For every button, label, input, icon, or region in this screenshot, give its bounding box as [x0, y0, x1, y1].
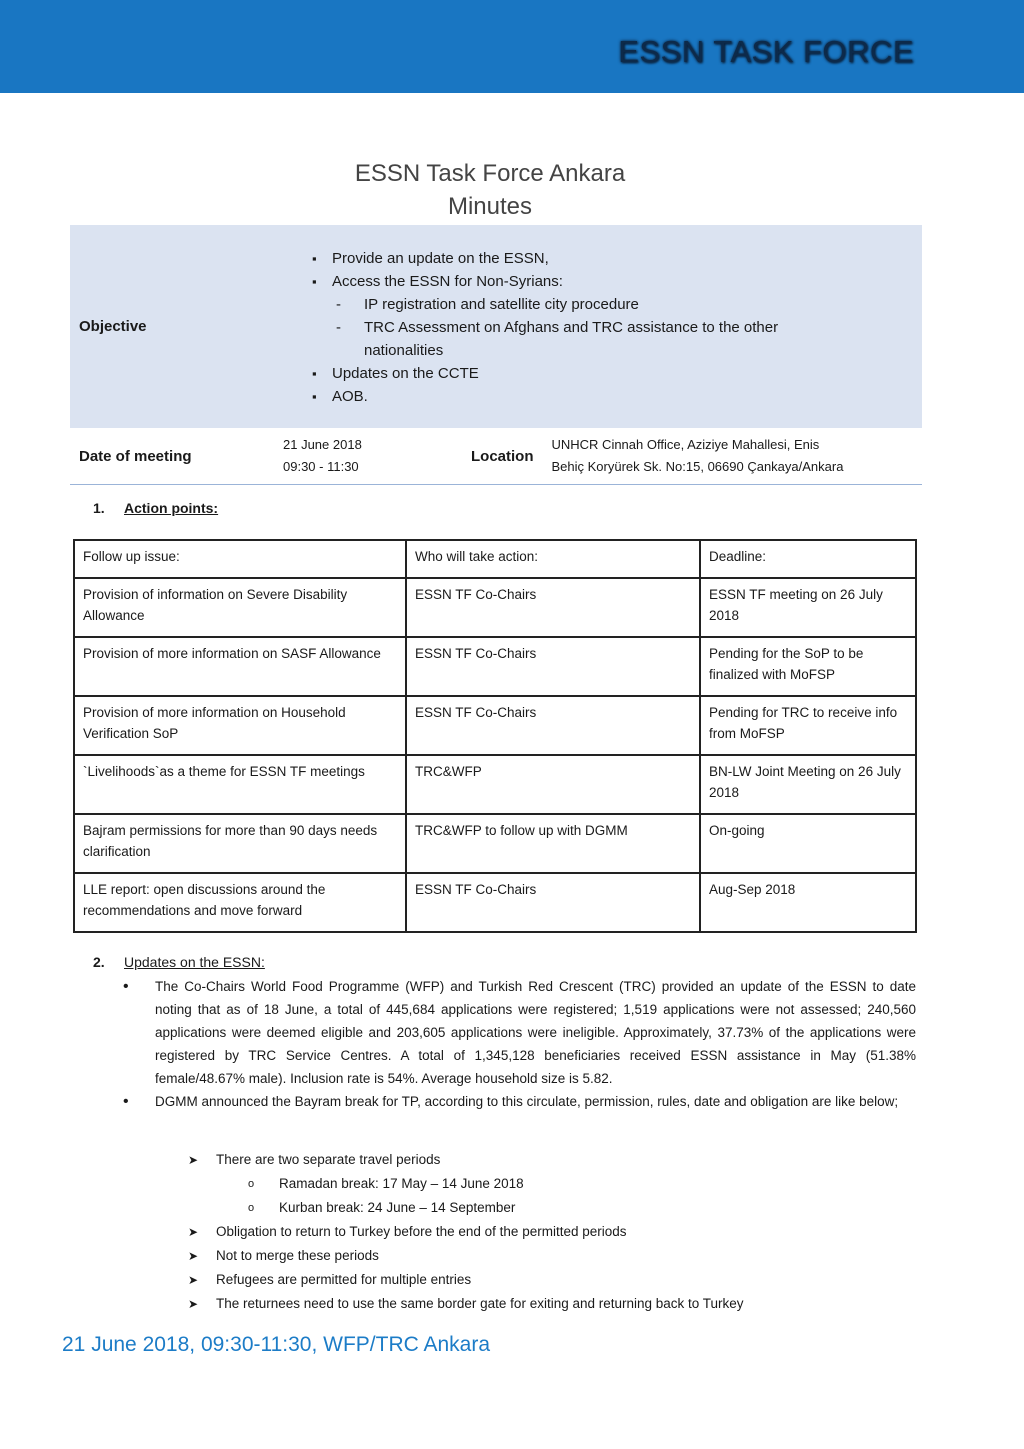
objective-item: ▪ AOB. — [314, 385, 912, 408]
table-cell: `Livelihoods`as a theme for ESSN TF meetings — [74, 755, 406, 814]
table-row — [74, 755, 916, 814]
header-banner — [0, 0, 1024, 93]
section-title: Updates on the ESSN: — [124, 954, 265, 970]
table-cell: Aug-Sep 2018 — [700, 873, 916, 932]
table-cell: Provision of more information on Household Verification SoP — [74, 696, 406, 755]
table-cell: TRC&WFP — [406, 755, 700, 814]
table-cell: LLE report: open discussions around the recommendations and move forward — [74, 873, 406, 932]
table-cell: Bajram permissions for more than 90 days needs clarification — [74, 814, 406, 873]
objective-subitem: - IP registration and satellite city procedure — [314, 293, 912, 316]
meeting-location — [543, 428, 923, 485]
page-footer: 21 June 2018, 09:30-11:30, WFP/TRC Ankara — [62, 1333, 491, 1356]
table-cell: Pending for the SoP to be finalized with MoFSP — [700, 637, 916, 696]
column-header: Who will take action: — [406, 540, 700, 578]
rule-item: ➤ There are two separate travel periods — [188, 1148, 744, 1172]
date-location-row — [70, 428, 922, 485]
column-header: Deadline: — [700, 540, 916, 578]
document-subtitle: Minutes — [447, 193, 533, 220]
table-cell: ESSN TF Co-Chairs — [406, 637, 700, 696]
table-row — [74, 578, 916, 637]
objective-row — [70, 225, 922, 428]
section-title: Action points: — [124, 500, 219, 516]
table-cell: ESSN TF Co-Chairs — [406, 578, 700, 637]
updates-list — [120, 975, 916, 1113]
objective-item: ▪ Updates on the CCTE — [314, 362, 912, 385]
rule-item: ➤ The returnees need to use the same border gate for exiting and returning back to Turkey — [188, 1292, 744, 1316]
bayram-rules-list — [188, 1148, 744, 1316]
table-cell: Pending for TRC to receive info from MoFSP — [700, 696, 916, 755]
table-cell: Provision of more information on SASF Allowance — [74, 637, 406, 696]
rule-item: ➤ Obligation to return to Turkey before the end of the permitted periods — [188, 1220, 744, 1244]
section-heading-updates — [93, 954, 265, 970]
objective-subitem: - TRC Assessment on Afghans and TRC assistance to the other nationalities — [314, 316, 912, 362]
location-line: Behiç Koryürek Sk. No:15, 06690 Çankaya/Ankara — [551, 459, 844, 474]
column-header: Follow up issue: — [74, 540, 406, 578]
section-number: 1. — [93, 500, 105, 516]
table-row — [74, 814, 916, 873]
table-cell: ESSN TF Co-Chairs — [406, 873, 700, 932]
period-item: o Ramadan break: 17 May – 14 June 2018 — [188, 1172, 744, 1196]
table-cell: ESSN TF meeting on 26 July 2018 — [700, 578, 916, 637]
meeting-time: 09:30 - 11:30 — [283, 459, 359, 474]
table-cell: ESSN TF Co-Chairs — [406, 696, 700, 755]
rule-item: ➤ Refugees are permitted for multiple entries — [188, 1268, 744, 1292]
location-label: Location — [462, 428, 543, 485]
table-row — [74, 637, 916, 696]
objective-item: ▪ Access the ESSN for Non-Syrians: — [314, 270, 912, 293]
meeting-info-table — [70, 225, 922, 485]
table-row — [74, 696, 916, 755]
table-row — [74, 873, 916, 932]
objective-item: ▪ Provide an update on the ESSN, — [314, 247, 912, 270]
table-cell: Provision of information on Severe Disability Allowance — [74, 578, 406, 637]
action-points-table — [73, 539, 917, 933]
table-cell: On-going — [700, 814, 916, 873]
meeting-date-time — [274, 428, 462, 485]
objective-list — [274, 225, 922, 428]
banner-title: ESSN TASK FORCE — [618, 34, 914, 69]
section-heading-action-points — [93, 500, 218, 516]
section-number: 2. — [93, 954, 105, 970]
update-paragraph: • The Co-Chairs World Food Programme (WFP) and Turkish Red Crescent (TRC) provided an update of the ESSN to date noting that as of 18 June, a total of 445,684 applications were registered; 1,519 applications were not assessed; 240,560 applications were deemed eligible and 203,605 applications were ineligible. Approximately, 37.73% of the applications were registered by TRC Service Centres. A total of 1,345,128 beneficiaries received ESSN assistance in May (51.38% female/48.67% male). Inclusion rate is 54%. Average household size is 5.82. — [120, 975, 916, 1090]
table-cell: BN-LW Joint Meeting on 26 July 2018 — [700, 755, 916, 814]
table-cell: TRC&WFP to follow up with DGMM — [406, 814, 700, 873]
update-paragraph: • DGMM announced the Bayram break for TP, according to this circulate, permission, rules, date and obligation are like below; — [120, 1090, 916, 1113]
objective-label: Objective — [70, 225, 274, 428]
table-header-row — [74, 540, 916, 578]
period-item: o Kurban break: 24 June – 14 September — [188, 1196, 744, 1220]
document-title: ESSN Task Force Ankara — [354, 160, 626, 187]
rule-item: ➤ Not to merge these periods — [188, 1244, 744, 1268]
location-line: UNHCR Cinnah Office, Aziziye Mahallesi, Enis — [551, 437, 820, 452]
date-label: Date of meeting — [70, 428, 274, 485]
meeting-date: 21 June 2018 — [283, 437, 362, 452]
